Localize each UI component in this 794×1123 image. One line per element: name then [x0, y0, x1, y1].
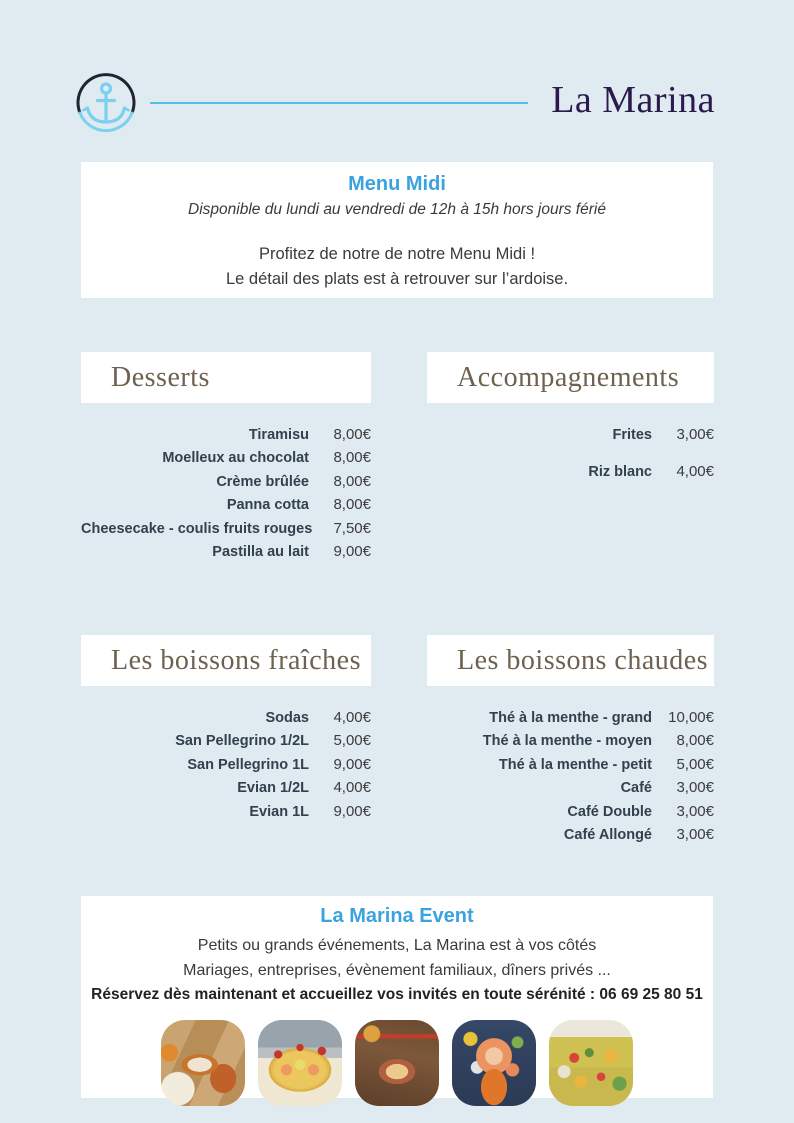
section-boissons-chaudes-list — [427, 706, 714, 846]
menu-item-row — [427, 729, 714, 752]
menu-midi-line2: Le détail des plats est à retrouver sur l’ardoise. — [225, 270, 569, 288]
section-desserts-header — [81, 352, 371, 403]
section-accompagnements-header — [427, 352, 714, 403]
item-name: Moelleux au chocolat — [162, 450, 309, 467]
section-title: Desserts — [111, 362, 210, 393]
menu-midi-subtitle: Disponible du lundi au vendredi de 12h à 15h hors jours férié — [188, 201, 606, 218]
menu-item-row — [81, 540, 371, 563]
mixed-salad-photo — [549, 1020, 633, 1106]
section-title: Les boissons fraîches — [111, 645, 362, 676]
item-price: 8,00€ — [333, 496, 371, 514]
item-name: Sodas — [265, 710, 309, 726]
item-price: 3,00€ — [676, 825, 714, 843]
tagine-dip-plate-photo — [355, 1020, 439, 1106]
item-price: 8,00€ — [676, 732, 714, 750]
menu-item-row — [81, 493, 371, 516]
menu-item-row — [427, 800, 714, 823]
item-price: 7,50€ — [333, 519, 371, 537]
menu-item-row — [81, 729, 371, 752]
item-price: 3,00€ — [676, 779, 714, 797]
item-name: Café — [620, 780, 652, 797]
item-name: Evian 1L — [249, 803, 309, 820]
item-name: San Pellegrino 1L — [187, 756, 309, 773]
section-boissons-chaudes — [427, 635, 714, 846]
menu-item-row — [427, 706, 714, 729]
event-card — [81, 896, 713, 1098]
anchor-icon — [74, 71, 138, 135]
section-title: Accompagnements — [457, 362, 680, 393]
menu-midi-line1: Profitez de notre de notre Menu Midi ! — [258, 245, 536, 263]
item-price: 4,00€ — [333, 709, 371, 726]
section-boissons-chaudes-header — [427, 635, 714, 686]
brand-title: La Marina — [551, 79, 715, 121]
menu-item-row — [427, 753, 714, 776]
item-name: Café Double — [567, 803, 652, 820]
menu-item-row — [81, 446, 371, 469]
section-boissons-fraiches-list — [81, 706, 371, 823]
section-accompagnements-list — [427, 423, 714, 484]
seafood-shrimp-platter-photo — [452, 1020, 536, 1106]
menu-item-row — [81, 753, 371, 776]
menu-item-row — [81, 423, 371, 446]
couscous-shrimp-platter-photo — [258, 1020, 342, 1106]
event-line1: Petits ou grands événements, La Marina est à vos côtés — [197, 937, 597, 954]
tagine-pot-photo — [161, 1020, 245, 1106]
event-reservation-line: Réservez dès maintenant et accueillez vos invités en toute sérénité : 06 69 25 80 51 — [91, 986, 703, 1003]
item-name: Riz blanc — [588, 464, 652, 481]
item-price: 4,00€ — [333, 779, 371, 797]
item-price: 9,00€ — [333, 755, 371, 773]
menu-item-row — [81, 517, 371, 540]
menu-item-row — [81, 706, 371, 729]
item-name: Café Allongé — [563, 826, 652, 843]
menu-item-row — [427, 776, 714, 799]
event-title: La Marina Event — [320, 905, 474, 927]
item-name: Frites — [612, 427, 652, 443]
menu-item-row — [427, 460, 714, 483]
menu-item-row — [81, 800, 371, 823]
menu-item-row — [81, 470, 371, 493]
section-title: Les boissons chaudes — [457, 645, 709, 676]
item-name: Thé à la menthe - moyen — [482, 733, 652, 750]
item-price: 4,00€ — [676, 463, 714, 481]
item-price: 3,00€ — [676, 802, 714, 820]
item-name: Cheesecake - coulis fruits rouges — [81, 520, 313, 537]
item-name: Pastilla au lait — [212, 543, 309, 560]
section-boissons-fraiches-header — [81, 635, 371, 686]
item-name: Thé à la menthe - grand — [489, 710, 652, 726]
item-price: 8,00€ — [333, 449, 371, 467]
section-desserts-list — [81, 423, 371, 563]
menu-item-row — [81, 776, 371, 799]
menu-midi-title: Menu Midi — [348, 173, 446, 195]
item-price: 5,00€ — [333, 732, 371, 750]
item-name: Crème brûlée — [216, 473, 309, 490]
item-name: San Pellegrino 1/2L — [175, 733, 309, 750]
item-name: Evian 1/2L — [237, 780, 309, 797]
section-accompagnements — [427, 352, 714, 498]
item-name: Panna cotta — [226, 497, 309, 514]
section-boissons-fraiches — [81, 635, 371, 823]
event-line2: Mariages, entreprises, évènement familiaux, dîners privés ... — [183, 961, 611, 979]
item-price: 8,00€ — [333, 426, 371, 443]
item-price: 8,00€ — [333, 472, 371, 490]
event-photo-row — [81, 1020, 713, 1106]
item-name: Tiramisu — [248, 427, 309, 443]
section-desserts — [81, 352, 371, 563]
item-price: 3,00€ — [676, 426, 714, 443]
item-price: 9,00€ — [333, 542, 371, 560]
item-name: Thé à la menthe - petit — [498, 756, 652, 773]
item-price: 10,00€ — [668, 709, 714, 726]
menu-item-row — [427, 423, 714, 446]
menu-midi-card — [81, 162, 713, 298]
menu-item-row — [427, 823, 714, 846]
item-price: 9,00€ — [333, 802, 371, 820]
item-price: 5,00€ — [676, 755, 714, 773]
